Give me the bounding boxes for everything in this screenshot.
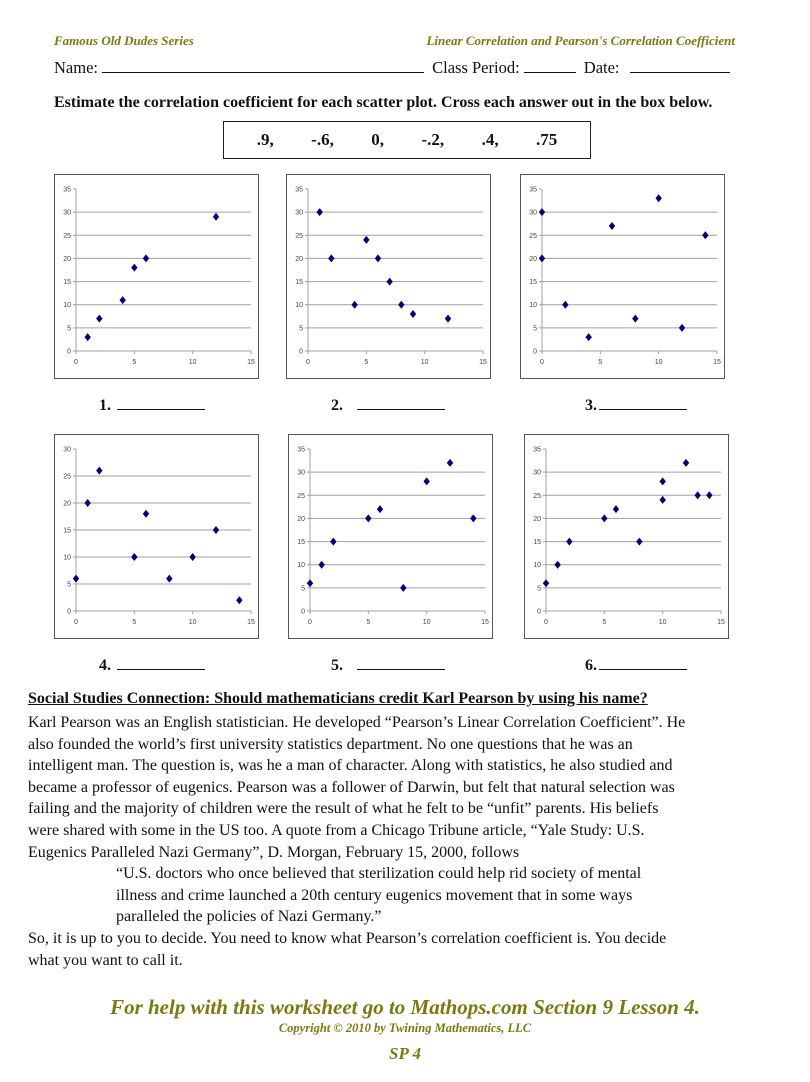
- data-point-marker: [84, 499, 90, 507]
- svg-text:35: 35: [63, 186, 71, 194]
- svg-text:10: 10: [63, 302, 71, 310]
- svg-text:20: 20: [63, 500, 71, 508]
- svg-text:25: 25: [63, 232, 71, 240]
- svg-text:30: 30: [63, 446, 71, 454]
- svg-text:10: 10: [654, 359, 663, 366]
- answer-6: [585, 657, 687, 675]
- svg-text:5: 5: [366, 619, 371, 626]
- scatter-plot-1: [54, 174, 259, 379]
- answer-label: 4.: [99, 657, 111, 674]
- svg-text:25: 25: [533, 492, 541, 500]
- svg-text:10: 10: [63, 554, 71, 562]
- svg-text:25: 25: [295, 232, 303, 240]
- data-point-marker: [539, 254, 545, 262]
- svg-text:0: 0: [74, 619, 78, 626]
- svg-text:0: 0: [299, 348, 303, 356]
- svg-text:0: 0: [540, 359, 544, 366]
- svg-text:15: 15: [713, 359, 721, 366]
- answer-5: [331, 657, 445, 675]
- answer-2: [331, 397, 445, 415]
- social-studies-title: Social Studies Connection: Should mathematicians credit Karl Pearson by using his name?: [28, 690, 648, 707]
- answer-4: [99, 657, 205, 675]
- svg-text:20: 20: [63, 255, 71, 263]
- closing-line: So, it is up to you to decide. You need to know what Pearson’s correlation coefficient is. You decide: [28, 929, 667, 947]
- class-period-blank[interactable]: [524, 71, 576, 73]
- svg-text:10: 10: [422, 619, 431, 626]
- data-point-marker: [375, 254, 381, 262]
- scatter-plot-5: [288, 434, 493, 639]
- svg-text:15: 15: [63, 279, 71, 287]
- svg-text:20: 20: [295, 255, 303, 263]
- answer-label: 3.: [585, 397, 597, 414]
- data-point-marker: [96, 467, 102, 475]
- svg-text:25: 25: [63, 473, 71, 481]
- data-point-marker: [410, 310, 416, 318]
- svg-text:5: 5: [602, 619, 607, 626]
- data-point-marker: [447, 459, 453, 467]
- data-point-marker: [363, 236, 369, 244]
- page-number: SP 4: [389, 1044, 421, 1063]
- instructions: Estimate the correlation coefficient for each scatter plot. Cross each answer out in the box below.: [54, 94, 713, 111]
- svg-text:15: 15: [295, 279, 303, 287]
- svg-text:10: 10: [188, 619, 197, 626]
- closing-line: what you want to call it.: [28, 951, 183, 969]
- data-point-marker: [166, 575, 172, 583]
- answer-choice[interactable]: -.2,: [421, 130, 445, 149]
- svg-text:25: 25: [297, 492, 305, 500]
- svg-text:0: 0: [67, 608, 71, 616]
- answer-blank[interactable]: [357, 409, 445, 410]
- data-point-marker: [706, 491, 712, 499]
- svg-text:5: 5: [132, 619, 137, 626]
- data-point-marker: [318, 561, 324, 569]
- svg-text:25: 25: [529, 232, 537, 240]
- data-point-marker: [84, 333, 90, 341]
- data-point-marker: [351, 301, 357, 309]
- svg-text:10: 10: [529, 302, 537, 310]
- answer-label: 2.: [331, 397, 343, 414]
- data-point-marker: [189, 553, 195, 561]
- svg-text:35: 35: [295, 186, 303, 194]
- svg-text:10: 10: [533, 562, 541, 570]
- data-point-marker: [601, 514, 607, 522]
- data-point-marker: [386, 278, 392, 286]
- data-point-marker: [470, 514, 476, 522]
- svg-text:10: 10: [420, 359, 429, 366]
- svg-text:20: 20: [533, 515, 541, 523]
- svg-text:5: 5: [533, 325, 537, 333]
- paragraph-line: failing and the majority of children were the result of what he felt to be “unfit” parents. His beliefs: [28, 800, 659, 818]
- answer-blank[interactable]: [599, 669, 687, 670]
- data-point-marker: [365, 514, 371, 522]
- series-title: Famous Old Dudes Series: [54, 33, 194, 48]
- answer-choices-box: [223, 121, 591, 159]
- scatter-plot-4: [54, 434, 259, 639]
- svg-text:15: 15: [717, 619, 725, 626]
- data-point-marker: [655, 194, 661, 202]
- data-point-marker: [96, 315, 102, 323]
- data-point-marker: [143, 510, 149, 518]
- answer-label: 5.: [331, 657, 343, 674]
- svg-text:20: 20: [297, 515, 305, 523]
- svg-text:15: 15: [529, 279, 537, 287]
- scatter-plot-3: [520, 174, 725, 379]
- data-point-marker: [328, 254, 334, 262]
- svg-text:0: 0: [308, 619, 312, 626]
- data-point-marker: [613, 505, 619, 513]
- data-point-marker: [73, 575, 79, 583]
- svg-text:30: 30: [529, 209, 537, 217]
- social-studies-text: [28, 712, 768, 971]
- paragraph-line: Karl Pearson was an English statistician. He developed “Pearson’s Linear Correlation Coefficient”. He: [28, 714, 686, 731]
- svg-text:0: 0: [533, 348, 537, 356]
- svg-text:30: 30: [533, 469, 541, 477]
- help-link-text: For help with this worksheet go to Mathops.com Section 9 Lesson 4.: [110, 995, 700, 1019]
- data-point-marker: [236, 596, 242, 604]
- svg-text:15: 15: [247, 359, 255, 366]
- answer-choice[interactable]: .75: [536, 130, 558, 149]
- data-point-marker: [316, 208, 322, 216]
- data-point-marker: [213, 526, 219, 534]
- paragraph-line: Eugenics Paralleled Nazi Germany”, D. Morgan, February 15, 2000, follows: [28, 843, 520, 861]
- data-point-marker: [131, 264, 137, 272]
- data-point-marker: [554, 561, 560, 569]
- answer-blank[interactable]: [599, 409, 687, 410]
- data-point-marker: [119, 296, 125, 304]
- data-point-marker: [377, 505, 383, 513]
- svg-text:15: 15: [481, 619, 489, 626]
- answer-label: 1.: [99, 397, 111, 414]
- paragraph-line: were shared with some in the US too. A quote from a Chicago Tribune article, “Yale Study: U.S.: [28, 821, 645, 839]
- quote-line: “U.S. doctors who once believed that sterilization could help rid society of mental: [116, 865, 642, 883]
- svg-text:5: 5: [132, 359, 137, 366]
- data-point-marker: [659, 477, 665, 485]
- data-point-marker: [423, 477, 429, 485]
- data-point-marker: [636, 538, 642, 546]
- data-point-marker: [694, 491, 700, 499]
- data-point-marker: [539, 208, 545, 216]
- answer-3: [585, 397, 687, 415]
- answer-choice[interactable]: .4,: [481, 130, 499, 149]
- answer-choice[interactable]: 0,: [371, 130, 385, 149]
- svg-text:5: 5: [299, 325, 303, 333]
- data-point-marker: [445, 315, 451, 323]
- svg-text:30: 30: [297, 469, 305, 477]
- data-point-marker: [330, 538, 336, 546]
- svg-text:20: 20: [529, 255, 537, 263]
- data-point-marker: [131, 553, 137, 561]
- data-point-marker: [702, 231, 708, 239]
- svg-text:5: 5: [537, 585, 541, 593]
- data-point-marker: [566, 538, 572, 546]
- svg-text:15: 15: [533, 539, 541, 547]
- svg-text:0: 0: [537, 608, 541, 616]
- svg-text:5: 5: [598, 359, 603, 366]
- date-blank[interactable]: [630, 71, 730, 73]
- name-blank[interactable]: [102, 71, 424, 73]
- quote-line: illness and crime launched a 20th century eugenics movement that in some ways: [116, 886, 633, 904]
- date-label: Date:: [583, 58, 620, 77]
- paragraph-line: also founded the world’s first university statistics department. No one questions that he was an: [28, 735, 633, 753]
- svg-text:15: 15: [297, 539, 305, 547]
- data-point-marker: [632, 315, 638, 323]
- topic-title: Linear Correlation and Pearson's Correlation Coefficient: [426, 33, 735, 48]
- svg-text:10: 10: [297, 562, 305, 570]
- svg-text:15: 15: [479, 359, 487, 366]
- answer-choice[interactable]: -.6,: [311, 130, 334, 149]
- svg-text:35: 35: [533, 446, 541, 454]
- svg-text:30: 30: [295, 209, 303, 217]
- answer-label: 6.: [585, 657, 597, 674]
- data-point-marker: [307, 579, 313, 587]
- svg-text:5: 5: [67, 581, 71, 589]
- paragraph-line: intelligent man. The question is, was he a man of character. Along with statistics, he also studied and: [28, 757, 673, 775]
- data-point-marker: [683, 459, 689, 467]
- data-point-marker: [398, 301, 404, 309]
- svg-text:0: 0: [74, 359, 78, 366]
- data-point-marker: [679, 324, 685, 332]
- answer-blank[interactable]: [117, 669, 205, 670]
- svg-text:5: 5: [364, 359, 369, 366]
- svg-text:35: 35: [297, 446, 305, 454]
- paragraph-line: became a professor of eugenics. Pearson was a follower of Darwin, but felt that natural selection was: [28, 778, 675, 796]
- svg-text:0: 0: [67, 348, 71, 356]
- svg-text:15: 15: [247, 619, 255, 626]
- svg-text:15: 15: [63, 527, 71, 535]
- data-point-marker: [543, 579, 549, 587]
- answer-1: [99, 397, 205, 415]
- scatter-plot-6: [524, 434, 729, 639]
- data-point-marker: [585, 333, 591, 341]
- answer-blank[interactable]: [117, 409, 205, 410]
- svg-text:10: 10: [295, 302, 303, 310]
- copyright: Copyright © 2010 by Twining Mathematics, LLC: [278, 1021, 532, 1035]
- svg-text:0: 0: [544, 619, 548, 626]
- data-point-marker: [562, 301, 568, 309]
- svg-text:0: 0: [301, 608, 305, 616]
- answer-blank[interactable]: [357, 669, 445, 670]
- svg-text:5: 5: [301, 585, 305, 593]
- data-point-marker: [213, 213, 219, 221]
- svg-text:5: 5: [67, 325, 71, 333]
- svg-text:30: 30: [63, 209, 71, 217]
- scatter-plot-2: [286, 174, 491, 379]
- svg-text:35: 35: [529, 186, 537, 194]
- data-point-marker: [400, 584, 406, 592]
- answer-choice[interactable]: .9,: [256, 130, 274, 149]
- student-info-line: [54, 58, 734, 78]
- svg-text:0: 0: [306, 359, 310, 366]
- data-point-marker: [609, 222, 615, 230]
- class-period-label: Class Period:: [432, 58, 520, 77]
- data-point-marker: [659, 496, 665, 504]
- name-label: Name:: [54, 58, 98, 77]
- svg-text:10: 10: [188, 359, 197, 366]
- data-point-marker: [143, 254, 149, 262]
- quote-line: paralleled the policies of Nazi Germany.”: [116, 908, 382, 926]
- svg-text:10: 10: [658, 619, 667, 626]
